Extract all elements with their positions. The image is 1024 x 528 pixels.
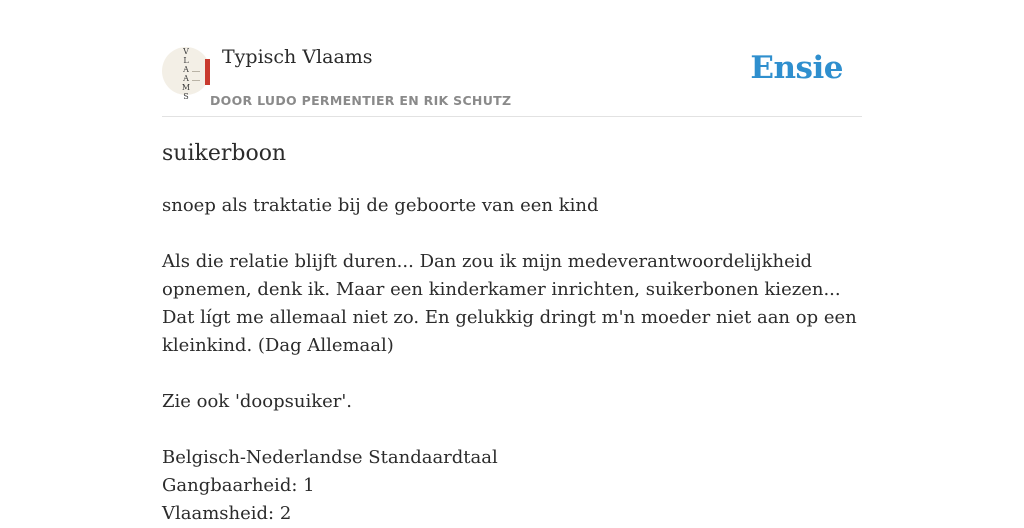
site-header: [162, 44, 862, 117]
blog-byline: DOOR LUDO PERMENTIER EN RIK SCHUTZ: [210, 93, 512, 108]
logo-red-stripe: [205, 59, 210, 85]
blog-name-link[interactable]: Typisch Vlaams: [222, 46, 373, 68]
entry-gangbaarheid: Gangbaarheid: 1: [162, 475, 315, 496]
ensie-brand-logo[interactable]: Ensie: [750, 50, 843, 86]
entry-body: [162, 192, 862, 528]
entry-vlaamsheid: Vlaamsheid: 2: [162, 503, 292, 524]
entry-title: suikerboon: [162, 141, 287, 166]
entry-language: Belgisch-Nederlandse Standaardtaal: [162, 447, 498, 468]
blog-logo[interactable]: [162, 47, 210, 101]
logo-lines: [192, 71, 200, 81]
logo-lettering: V L A A M S: [181, 47, 191, 101]
entry-see-also: Zie ook 'doopsuiker'.: [162, 391, 353, 412]
entry-content: [162, 138, 862, 528]
entry-example: Als die relatie blijft duren... Dan zou ik mijn medeverantwoordelijkheid opnemen, denk ik. Maar een kinderkamer inrichten, suikerbonen kiezen... Dat lígt me allemaal niet zo. En gelukkig dringt m'n moeder niet aan op een kleinkind. (Dag Allemaal): [162, 251, 857, 356]
entry-definition: snoep als traktatie bij de geboorte van een kind: [162, 195, 599, 216]
